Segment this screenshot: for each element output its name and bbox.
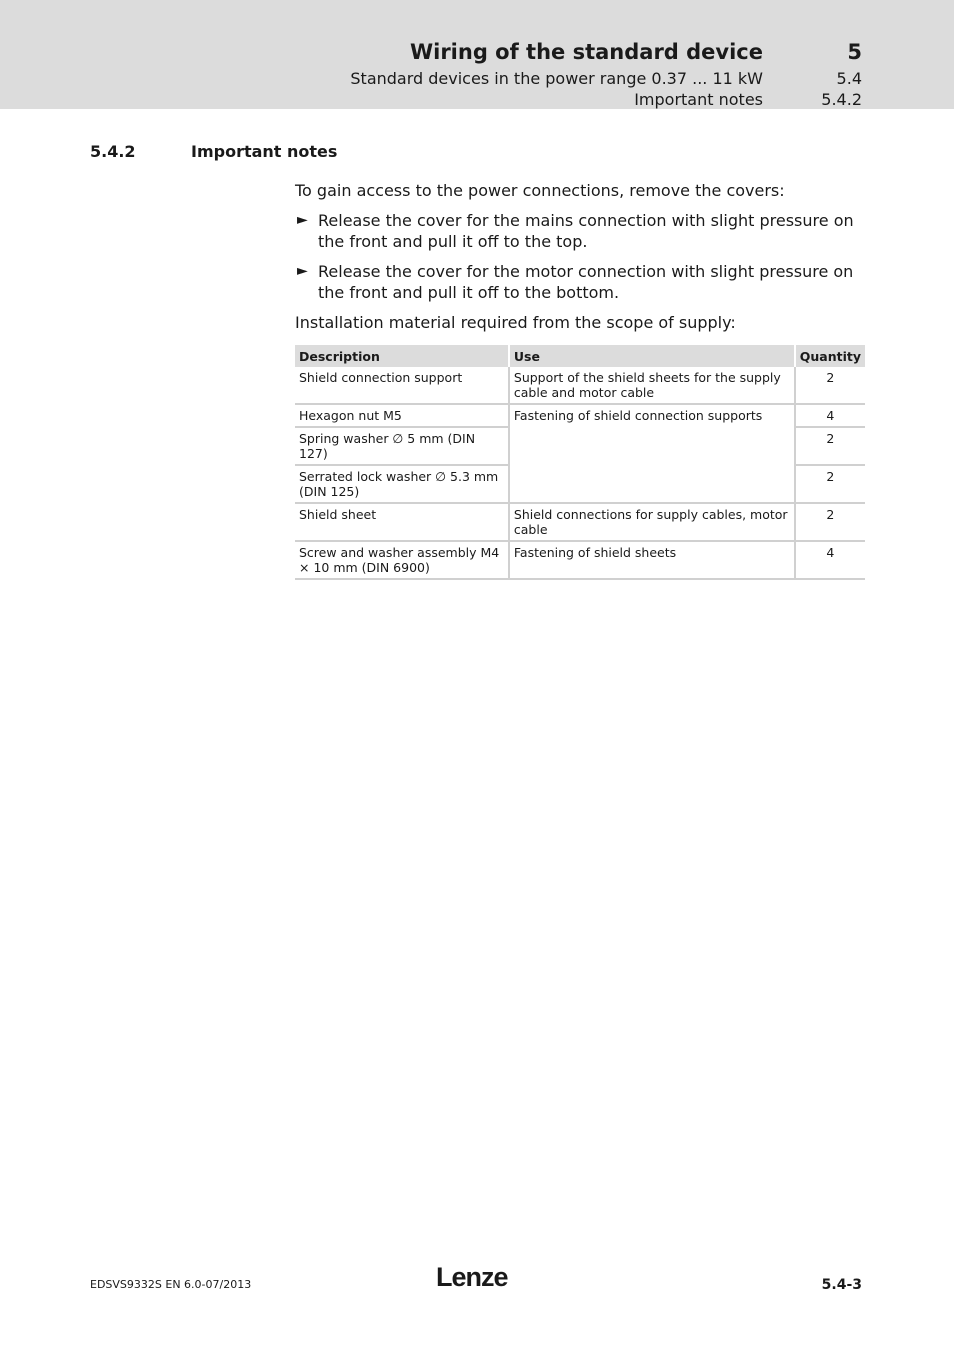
body-content: [295, 180, 865, 333]
cell-description: Hexagon nut M5: [295, 404, 509, 427]
column-header-description: Description: [295, 345, 509, 367]
cell-description: Screw and washer assembly M4 × 10 mm (DIN 6900): [295, 541, 509, 579]
chapter-title: Wiring of the standard device: [409, 40, 763, 64]
section-subtitle: Standard devices in the power range 0.37 ... 11 kW: [350, 69, 763, 88]
cell-description: Serrated lock washer ∅ 5.3 mm (DIN 125): [295, 465, 509, 503]
chapter-number: 5: [847, 40, 862, 64]
cell-description: Shield sheet: [295, 503, 509, 541]
cell-description: Shield connection support: [295, 367, 509, 404]
section-subtitle-number: 5.4: [836, 69, 862, 88]
table-header-row: [295, 345, 865, 367]
cell-use: Fastening of shield sheets: [509, 541, 795, 579]
cell-quantity: 2: [795, 465, 865, 503]
arrow-bullet-icon: ►: [297, 212, 308, 228]
cell-quantity: 2: [795, 503, 865, 541]
instruction-list: [295, 210, 865, 303]
material-intro: Installation material required from the scope of supply:: [295, 313, 736, 332]
subsection-subtitle: Important notes: [634, 90, 763, 109]
cell-description: Spring washer ∅ 5 mm (DIN 127): [295, 427, 509, 465]
table-row: [295, 404, 865, 427]
list-item: [295, 261, 865, 303]
intro-paragraph: To gain access to the power connections, remove the covers:: [295, 181, 785, 200]
table-row: [295, 503, 865, 541]
cell-use: Fastening of shield connection supports: [509, 404, 795, 503]
list-item: [295, 210, 865, 252]
cell-use: Shield connections for supply cables, motor cable: [509, 503, 795, 541]
cell-quantity: 4: [795, 541, 865, 579]
table-row: [295, 367, 865, 404]
section-number: 5.4.2: [90, 142, 136, 161]
cell-quantity: 2: [795, 427, 865, 465]
cell-quantity: 2: [795, 367, 865, 404]
installation-material-table: [295, 345, 865, 580]
list-item-text: Release the cover for the motor connection with slight pressure on the front and pull it off to the bottom.: [318, 262, 854, 302]
section-title: Important notes: [191, 142, 338, 161]
cell-use: Support of the shield sheets for the supply cable and motor cable: [509, 367, 795, 404]
table-row: [295, 541, 865, 579]
subsection-subtitle-number: 5.4.2: [821, 90, 862, 109]
page-number: 5.4-3: [821, 1277, 862, 1293]
lenze-logo: Lenze: [436, 1262, 508, 1292]
cell-quantity: 4: [795, 404, 865, 427]
document-id: EDSVS9332S EN 6.0-07/2013: [90, 1278, 252, 1291]
list-item-text: Release the cover for the mains connection with slight pressure on the front and pull it off to the top.: [318, 211, 854, 251]
column-header-use: Use: [509, 345, 795, 367]
column-header-quantity: Quantity: [795, 345, 865, 367]
arrow-bullet-icon: ►: [297, 263, 308, 279]
